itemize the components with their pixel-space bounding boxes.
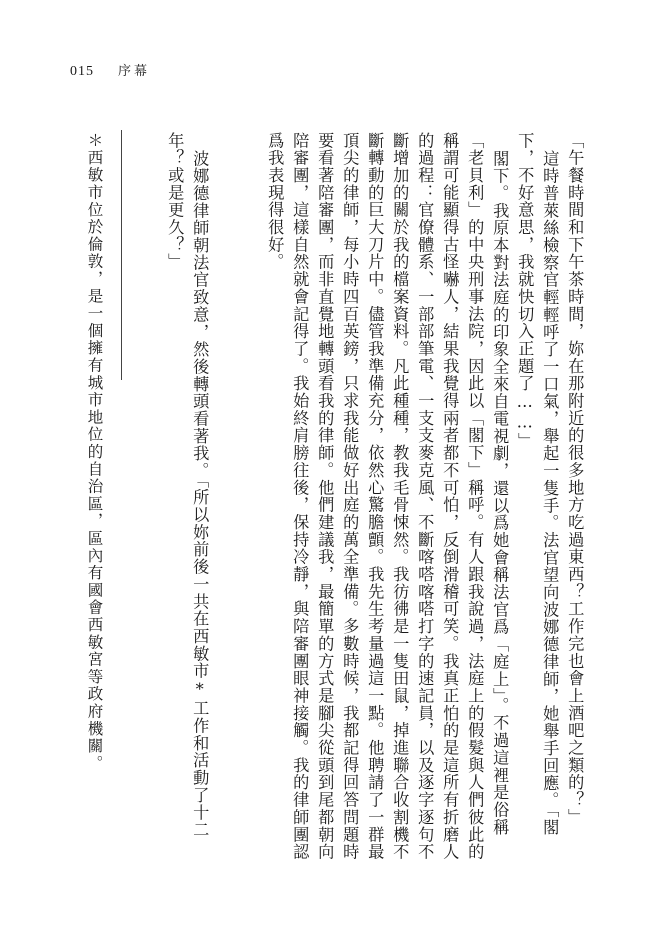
- text-column-12: 陪審團，這樣自然就會記得了。我始終肩膀往後，保持冷靜，與陪審團眼神接觸。我的律師團認: [290, 132, 310, 861]
- footnote-divider: [121, 130, 122, 380]
- text-column-1: 「午餐時間和下午茶時間，妳在那附近的很多地方吃過東西？工作完也會上酒吧之類的？」: [565, 132, 585, 826]
- text-column-7: 的過程：官僚體系、一部部筆電、一支支麥克風、不斷喀嗒喀嗒打字的速記員，以及逐字逐句不: [415, 132, 435, 861]
- text-column-6: 稱謂可能顯得古怪嚇人，結果我覺得兩者都不可怕，反倒滑稽可笑。我真正怕的是這所有折磨人: [440, 132, 460, 861]
- footnote: ＊西敏市位於倫敦，是一個擁有城市地位的自治區，區內有國會西敏宮等政府機關。: [85, 132, 104, 773]
- text-column-8: 斷增加的關於我的檔案資料。凡此種種，教我毛骨悚然。我彷彿是一隻田鼠，掉進聯合收割機不: [390, 132, 410, 861]
- section-title: 序幕: [118, 64, 151, 79]
- page-number: 015: [70, 64, 94, 79]
- text-column-3: 下，不好意思，我就快切入正題了……」: [515, 132, 535, 450]
- text-column-2: 這時普萊絲檢察官輕輕呼了一口氣，舉起一隻手。法官望向波娜德律師，她舉手回應。「閣: [540, 150, 560, 836]
- text-column-9: 斷轉動的巨大刀片中。儘管我準備充分，依然心驚膽顫。我先生考量過這一點。他聘請了一群最: [365, 132, 385, 861]
- page-header: [70, 60, 150, 80]
- text-column-13: 爲我表現得很好。: [265, 132, 285, 271]
- text-column-11: 要看著陪審團，而非直覺地轉頭看我的律師。他們建議我，最簡單的方式是腳尖從頭到尾都朝向: [315, 132, 335, 861]
- text-column-10: 頂尖的律師，每小時四百英鎊，只求我能做好出庭的萬全準備。多數時候，我都記得回答問題時: [340, 132, 360, 861]
- text-column-14: 波娜德律師朝法官致意，然後轉頭看著我。「所以妳前後一共在西敏市*工作和活動了十二: [190, 150, 210, 839]
- text-column-5: 「老貝利」的中央刑事法院，因此以「閣下」稱呼。有人跟我說過，法庭上的假髮與人們彼此的: [465, 132, 485, 861]
- text-column-4: 閣下。我原本對法庭的印象全來自電視劇，還以爲她會稱法官爲「庭上」。不過這裡是俗稱: [490, 150, 510, 836]
- text-column-15: 年？或是更久？」: [165, 132, 185, 271]
